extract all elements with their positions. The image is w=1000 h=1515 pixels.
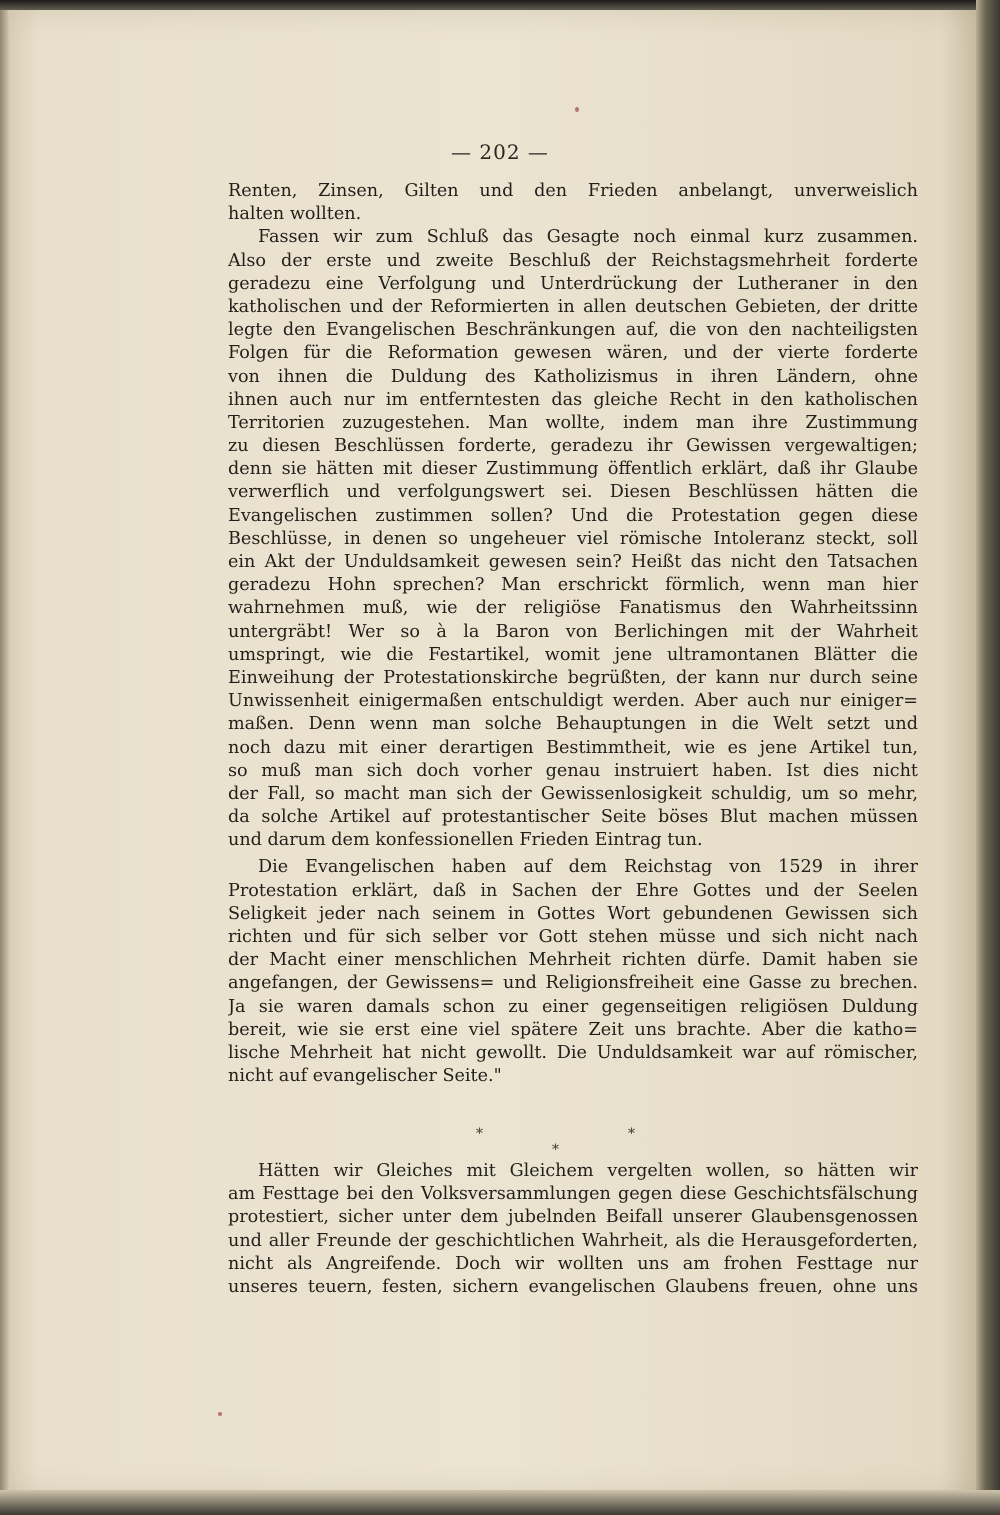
- text-line: denn sie hätten mit dieser Zustimmung öffentlich erklärt, daß ihr Glaube: [228, 459, 918, 480]
- text-line: Hätten wir Gleiches mit Gleichem vergelten wollen, so hätten wir: [258, 1161, 918, 1181]
- text-line: Einweihung der Protestationskirche begrüßten, der kann nur durch seine: [228, 667, 918, 688]
- ink-blot-bottom: [218, 1412, 222, 1416]
- text-line: Beschlüsse, in denen so ungeheuer viel römische Intoleranz steckt, soll: [228, 528, 918, 549]
- page-binding-shadow: [0, 10, 10, 1490]
- text-line: am Festtage bei den Volksversammlungen gegen diese Geschichtsfälschung: [228, 1184, 918, 1205]
- body-text: [228, 180, 918, 1088]
- text-line: Protestation erklärt, daß in Sachen der Ehre Gottes und der Seelen: [228, 880, 918, 901]
- text-line: unseres teuern, festen, sichern evangelischen Glaubens freuen, ohne uns: [228, 1276, 918, 1297]
- separator-star: *: [552, 1142, 559, 1158]
- text-line: Ja sie waren damals schon zu einer gegenseitigen religiösen Duldung: [228, 996, 918, 1017]
- text-line: so muß man sich doch vorher genau instruiert haben. Ist dies nicht: [228, 760, 918, 781]
- text-line: Unwissenheit einigermaßen entschuldigt werden. Aber auch nur einiger=: [228, 691, 918, 712]
- text-line: Fassen wir zum Schluß das Gesagte noch einmal kurz zusammen.: [258, 227, 918, 248]
- paragraph-2: [228, 226, 918, 852]
- text-line: noch dazu mit einer derartigen Bestimmtheit, wie es jene Artikel tun,: [228, 737, 918, 758]
- text-line: und darum dem konfessionellen Frieden Eintrag tun.: [228, 830, 703, 851]
- text-line: lische Mehrheit hat nicht gewollt. Die Unduldsamkeit war auf römischer,: [228, 1042, 918, 1063]
- text-line: katholischen und der Reformierten in allen deutschen Gebieten, der dritte: [228, 296, 918, 317]
- text-line: umspringt, wie die Festartikel, womit jene ultramontanen Blätter die: [228, 644, 918, 665]
- separator-star: *: [628, 1126, 635, 1142]
- page-number: — 202 —: [451, 140, 549, 164]
- text-line: geradezu Hohn sprechen? Man erschrickt förmlich, wenn man hier: [228, 575, 918, 596]
- page-edge-shadow: [976, 0, 1000, 1515]
- text-line: Folgen für die Reformation gewesen wären, und der vierte forderte: [228, 343, 918, 364]
- section-separator: [0, 1126, 1000, 1158]
- separator-star: *: [476, 1126, 483, 1142]
- text-line: geradezu eine Verfolgung und Unterdrückung der Lutheraner in den: [228, 273, 918, 294]
- text-line: Territorien zuzugestehen. Man wollte, indem man ihre Zustimmung: [228, 412, 918, 433]
- text-line: Renten, Zinsen, Gilten und den Frieden anbelangt, unverweislich: [228, 181, 918, 201]
- text-line: Also der erste und zweite Beschluß der Reichstagsmehrheit forderte: [228, 250, 918, 271]
- paragraph-1: [228, 180, 918, 226]
- text-line: der Fall, so macht man sich der Gewissenlosigkeit schuldig, um so mehr,: [228, 783, 918, 804]
- ink-blot-top: [575, 107, 579, 112]
- text-line: wahrnehmen muß, wie der religiöse Fanatismus den Wahrheitssinn: [228, 598, 918, 619]
- text-line: legte den Evangelischen Beschränkungen auf, die von den nachteiligsten: [228, 320, 918, 341]
- text-line: nicht als Angreifende. Doch wir wollten uns am frohen Festtage nur: [228, 1253, 918, 1274]
- text-line: ein Akt der Unduldsamkeit gewesen sein? Heißt das nicht den Tatsachen: [228, 552, 918, 572]
- text-line: Seligkeit jeder nach seinem in Gottes Wort gebundenen Gewissen sich: [228, 903, 918, 924]
- text-line: maßen. Denn wenn man solche Behauptungen in die Welt setzt und: [228, 714, 918, 735]
- text-line: halten wollten.: [228, 204, 362, 225]
- text-line: nicht auf evangelischer Seite.": [228, 1066, 502, 1087]
- text-line: verwerflich und verfolgungswert sei. Diesen Beschlüssen hätten die: [228, 482, 918, 503]
- page-bottom-edge: [0, 1490, 1000, 1515]
- text-line: von ihnen die Duldung des Katholizismus in ihren Ländern, ohne: [228, 366, 918, 387]
- paragraph-3: [228, 856, 918, 1088]
- text-line: bereit, wie sie erst eine viel spätere Zeit uns brachte. Aber die katho=: [228, 1019, 918, 1040]
- text-line: da solche Artikel auf protestantischer Seite böses Blut machen müssen: [228, 807, 918, 828]
- body-text-continued: [228, 1160, 918, 1299]
- paragraph-4: [228, 1160, 918, 1299]
- text-line: protestiert, sicher unter dem jubelnden Beifall unserer Glaubensgenossen: [228, 1207, 918, 1228]
- text-line: angefangen, der Gewissens= und Religionsfreiheit eine Gasse zu brechen.: [228, 973, 918, 994]
- text-line: Die Evangelischen haben auf dem Reichstag von 1529 in ihrer: [258, 857, 918, 878]
- text-line: richten und für sich selber vor Gott stehen müsse und sich nicht nach: [228, 927, 918, 947]
- text-line: untergräbt! Wer so à la Baron von Berlichingen mit der Wahrheit: [228, 621, 918, 642]
- text-line: der Macht einer menschlichen Mehrheit richten dürfe. Damit haben sie: [228, 950, 918, 971]
- text-line: ihnen auch nur im entferntesten das gleiche Recht in den katholischen: [228, 389, 918, 410]
- text-line: zu diesen Beschlüssen forderte, geradezu ihr Gewissen vergewaltigen;: [228, 436, 918, 457]
- text-line: Evangelischen zustimmen sollen? Und die Protestation gegen diese: [228, 505, 918, 526]
- text-line: und aller Freunde der geschichtlichen Wahrheit, als die Herausgeforderten,: [228, 1230, 918, 1251]
